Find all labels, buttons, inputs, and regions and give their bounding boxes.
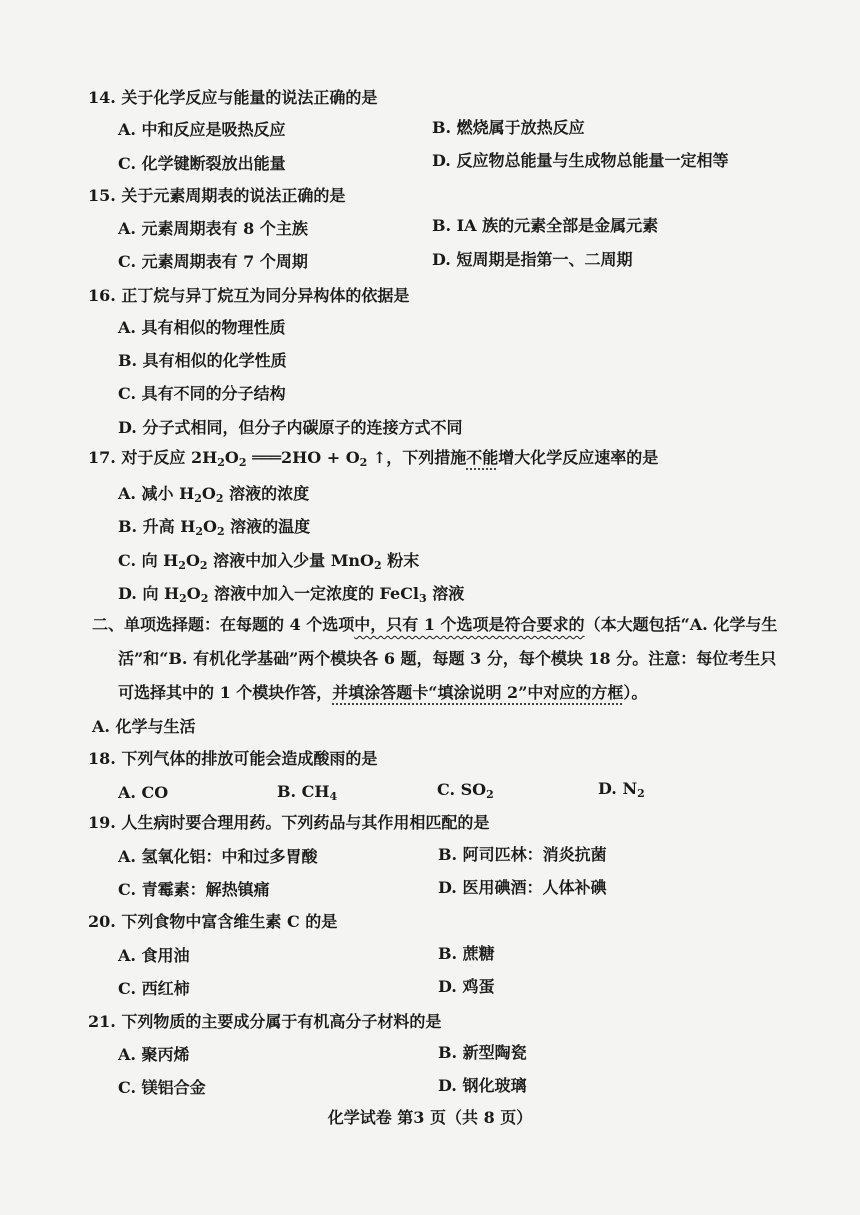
question-14-option-c: C. 化学键断裂放出能量: [118, 154, 286, 173]
question-17-stem: 17. 对于反应 $2H_2O_2$ ═══2HO + $O_2$ ↑，下列措施不能增大化学反应速率的是: [88, 448, 659, 469]
question-16-option-d: D. 分子式相同，但分子内碳原子的连接方式不同: [118, 418, 463, 437]
question-15-option-a: A. 元素周期表有 8 个主族: [118, 219, 308, 238]
question-19-option-c: C. 青霉素：解热镇痛: [118, 880, 270, 899]
question-17-option-c: C. 向 $H_2O_2$ 溶液中加入少量 MnO$_2$ 粉末: [118, 551, 420, 572]
question-21-option-a: A. 聚丙烯: [118, 1045, 190, 1064]
question-21-option-c: C. 镁铝合金: [118, 1078, 206, 1097]
question-19-option-d: D. 医用碘酒：人体补碘: [438, 878, 607, 897]
emphasis-not: 不能: [466, 448, 499, 467]
equation-arrow: ═══2H: [252, 448, 308, 467]
question-21-stem: 21. 下列物质的主要成分属于有机高分子材料的是: [88, 1012, 442, 1031]
question-17-option-d: D. 向 $H_2O_2$ 溶液中加入一定浓度的 FeCl$_3$ 溶液: [118, 584, 465, 605]
section-2-heading-line-1: 二、单项选择题：在每题的 4 个选项中，只有 1 个选项是符合要求的（本大题包括“A. 化学与生: [92, 615, 778, 634]
question-15-option-b: B. IA 族的元素全部是金属元素: [432, 216, 659, 235]
question-20-option-b: B. 蔗糖: [438, 944, 495, 963]
question-18-option-d: D. $N_2$: [598, 779, 645, 800]
question-18-option-b: B. $CH_4$: [277, 782, 338, 803]
question-19-stem: 19. 人生病时要合理用药。下列药品与其作用相匹配的是: [88, 813, 490, 832]
question-20-option-d: D. 鸡蛋: [438, 977, 495, 996]
question-16-option-b: B. 具有相似的化学性质: [118, 351, 287, 370]
question-14-stem: 14. 关于化学反应与能量的说法正确的是: [88, 88, 378, 107]
question-18-option-a: A. CO: [118, 783, 169, 802]
question-15-option-c: C. 元素周期表有 7 个周期: [118, 252, 308, 271]
question-15-stem: 15. 关于元素周期表的说法正确的是: [88, 186, 346, 205]
question-17-option-a: A. 减小 $H_2O_2$ 溶液的浓度: [118, 484, 310, 505]
question-18-option-c: C. $SO_2$: [437, 780, 494, 801]
question-15-option-d: D. 短周期是指第一、二周期: [432, 250, 633, 269]
question-19-option-b: B. 阿司匹林：消炎抗菌: [438, 845, 607, 864]
question-21-option-b: B. 新型陶瓷: [438, 1043, 527, 1062]
question-14-option-a: A. 中和反应是吸热反应: [118, 120, 286, 139]
question-14-option-b: B. 燃烧属于放热反应: [432, 118, 585, 137]
section-2-heading-line-3: 可选择其中的 1 个模块作答，并填涂答题卡“填涂说明 2”中对应的方框）。: [118, 683, 648, 702]
question-17-option-b: B. 升高 $H_2O_2$ 溶液的温度: [118, 517, 311, 538]
question-14-option-d: D. 反应物总能量与生成物总能量一定相等: [432, 151, 729, 170]
question-18-stem: 18. 下列气体的排放可能会造成酸雨的是: [88, 749, 378, 768]
question-20-option-c: C. 西红柿: [118, 979, 190, 998]
question-16-stem: 16. 正丁烷与异丁烷互为同分异构体的依据是: [88, 286, 410, 305]
question-20-stem: 20. 下列食物中富含维生素 C 的是: [88, 912, 338, 931]
question-16-option-c: C. 具有不同的分子结构: [118, 384, 286, 403]
section-2-heading-line-2: 活”和“B. 有机化学基础”两个模块各 6 题，每题 3 分，每个模块 18 分。注意：每位考生只: [118, 649, 777, 668]
question-21-option-d: D. 钢化玻璃: [438, 1076, 527, 1095]
question-16-option-a: A. 具有相似的物理性质: [118, 318, 286, 337]
page-footer: 化学试卷 第3 页（共 8 页）: [327, 1108, 533, 1127]
question-19-option-a: A. 氢氧化铝：中和过多胃酸: [118, 847, 318, 866]
question-20-option-a: A. 食用油: [118, 946, 190, 965]
module-a-heading: A. 化学与生活: [92, 717, 196, 736]
